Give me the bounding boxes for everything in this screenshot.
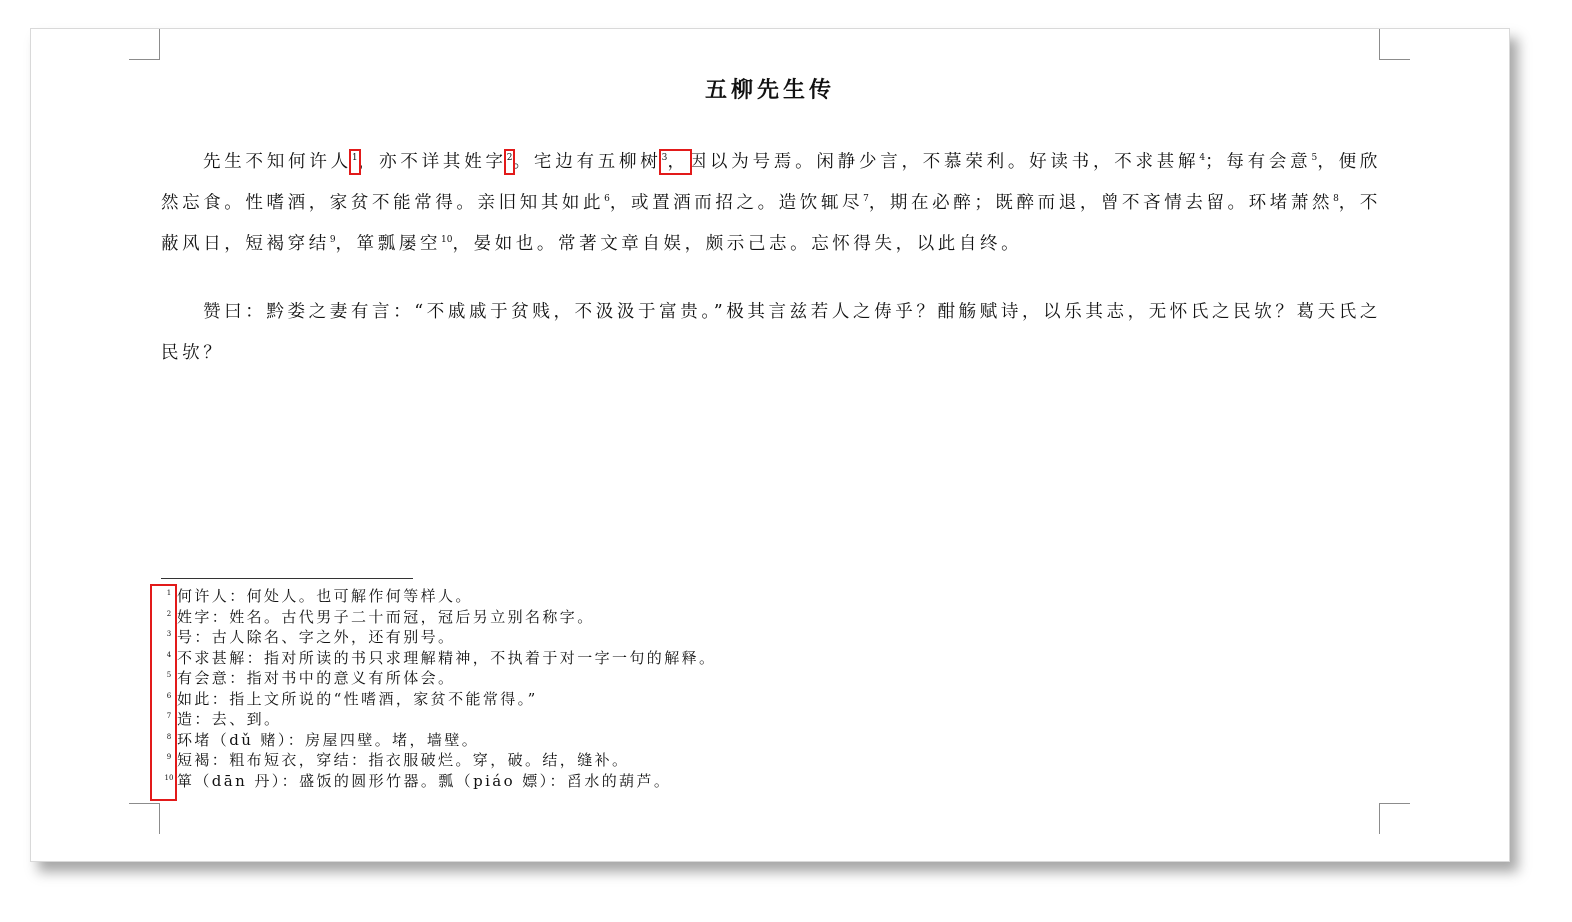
footnote-text: 环堵（dǔ 赌）：房屋四壁。堵，墙壁。 xyxy=(177,730,480,749)
footnote-item xyxy=(161,668,1061,689)
footnote-number[interactable]: 7 xyxy=(166,712,172,720)
footnote-number[interactable]: 10 xyxy=(164,773,174,782)
footnote-text: 姓字：姓名。古代男子二十而冠，冠后另立别名称字。 xyxy=(177,607,595,626)
body-paragraph-1 xyxy=(161,142,1381,265)
footnote-reference-number: 4 xyxy=(1199,153,1206,164)
margin-corner-bottom-right xyxy=(1379,803,1410,834)
footnote-item xyxy=(161,750,1061,771)
footnote-reference-3[interactable] xyxy=(662,152,689,172)
footnote-text: 何许人：何处人。也可解作何等样人。 xyxy=(177,587,473,605)
footnote-reference-number: 9 xyxy=(329,235,336,246)
paragraph-text-run: ，晏如也。常著文章自娱，颇示己志。忘怀得失，以此自终。 xyxy=(452,234,1023,254)
footnote-number[interactable]: 6 xyxy=(166,691,172,700)
footnote-reference-9[interactable] xyxy=(330,234,336,254)
footnote-reference-6[interactable] xyxy=(604,193,610,213)
footnote-item xyxy=(161,648,1061,669)
footnote-reference-number: 1 xyxy=(351,153,358,164)
footnote-reference-1[interactable] xyxy=(352,152,358,172)
footnote-item xyxy=(161,730,1061,751)
footnote-reference-7[interactable] xyxy=(863,193,869,213)
footnote-reference-number: 3 xyxy=(661,153,668,164)
footnote-text: 短褐：粗布短衣，穿结：指衣服破烂。穿，破。结，缝补。 xyxy=(177,751,630,769)
footnote-item xyxy=(161,627,1061,648)
footnote-reference-number: 7 xyxy=(863,194,869,205)
footnote-number[interactable]: 4 xyxy=(166,650,172,659)
paragraph-text-run: ，不蔽风日，短褐穿结 xyxy=(161,193,1382,254)
paragraph-text-run: 因以为号焉。闲静少言，不慕荣利。好读书，不求甚解 xyxy=(688,152,1200,172)
document-title: 五柳先生传 xyxy=(704,77,835,103)
footnote-reference-5[interactable] xyxy=(1311,152,1317,172)
footnote-reference-number: 10 xyxy=(441,235,453,246)
footnote-item xyxy=(161,771,1061,792)
paragraph-text-run: ，箪瓢屡空 xyxy=(335,234,442,254)
footnote-reference-10[interactable] xyxy=(441,234,452,254)
footnote-number[interactable]: 3 xyxy=(166,630,172,638)
margin-corner-bottom-left xyxy=(129,803,160,834)
footnote-number[interactable]: 8 xyxy=(166,732,172,741)
footnote-reference-8[interactable] xyxy=(1333,193,1339,213)
footnote-item xyxy=(161,607,1061,628)
footnote-numbers-highlight xyxy=(150,584,177,801)
footnote-text: 如此：指上文所说的“性嗜酒，家贫不能常得。” xyxy=(177,689,538,708)
footnote-text: 号：古人除名、字之外，还有别号。 xyxy=(177,628,456,646)
footnote-item xyxy=(161,586,1061,607)
footnote-separator xyxy=(161,578,413,579)
paragraph-text-run: 先生不知何许人 xyxy=(203,152,352,172)
paragraph-text-run: ，期在必醉；既醉而退，曾不吝情去留。环堵萧然 xyxy=(868,193,1334,213)
paragraph-text-run: ，或置酒而招之。造饮辄尽 xyxy=(609,193,864,213)
footnote-text: 有会意：指对书中的意义有所体会。 xyxy=(177,669,456,687)
footnote-number[interactable]: 2 xyxy=(166,609,172,618)
margin-corner-top-right xyxy=(1379,29,1410,60)
document-page xyxy=(30,28,1510,862)
footnote-number[interactable]: 9 xyxy=(166,753,172,761)
footnote-reference-number: 8 xyxy=(1333,194,1339,205)
footnote-reference-number: 5 xyxy=(1311,153,1318,164)
body-paragraph-2: 赞曰：黔娄之妻有言：“不戚戚于贫贱，不汲汲于富贵。”极其言兹若人之俦乎？酣觞赋诗，以乐其志，无怀氏之民欤？葛天氏之民欤？ xyxy=(161,302,1381,363)
paragraph-text-run: ；每有会意 xyxy=(1205,152,1312,172)
footnote-reference-number: 6 xyxy=(604,194,610,205)
footnote-text: 箪（dān 丹）：盛饭的圆形竹器。瓢（piáo 嫖）：舀水的葫芦。 xyxy=(177,771,672,790)
paragraph-text-run: 。宅边有五柳树 xyxy=(512,152,662,172)
footnote-text: 造：去、到。 xyxy=(177,710,282,728)
footnote-reference-2[interactable] xyxy=(507,152,513,172)
footnote-item xyxy=(161,689,1061,710)
footnote-list xyxy=(161,586,1061,791)
paragraph-text-run: ，亦不详其姓字 xyxy=(357,152,507,172)
paragraph-text-run: ，便欣然忘食。性嗜酒，家贫不能常得。亲旧知其如此 xyxy=(161,152,1381,213)
footnote-reference-number: 2 xyxy=(506,153,513,164)
footnote-text: 不求甚解：指对所读的书只求理解精神，不执着于对一字一句的解释。 xyxy=(177,648,717,667)
footnote-number[interactable]: 1 xyxy=(166,589,172,597)
margin-corner-top-left xyxy=(129,29,160,60)
paragraph-text-run: ， xyxy=(667,152,689,172)
footnote-reference-4[interactable] xyxy=(1199,152,1205,172)
footnote-item xyxy=(161,709,1061,730)
footnote-number[interactable]: 5 xyxy=(166,671,172,679)
